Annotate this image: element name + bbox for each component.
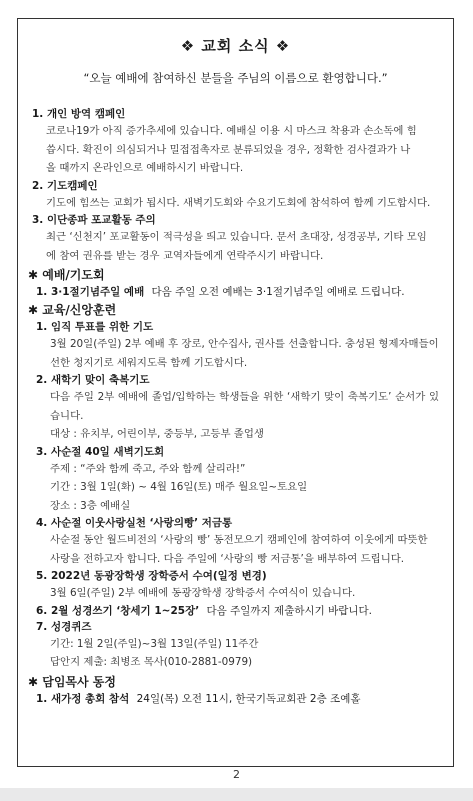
item-title: 6. 2월 성경쓰기 ‘창세기 1~25장’	[36, 604, 200, 617]
body-line: 최근 ‘신천지’ 포교활동이 적극성을 띄고 있습니다. 문서 초대장, 성경공부, 기타 모임	[46, 231, 427, 243]
item-title: 1. 임직 투표를 위한 기도	[36, 321, 154, 333]
body-line: 주제 : “주와 함께 죽고, 주와 함께 살리라!”	[50, 462, 246, 475]
news-item	[32, 178, 439, 213]
news-item	[32, 212, 439, 265]
item-title: 4. 사순절 이웃사랑실천 ‘사랑의빵’ 저금통	[36, 517, 233, 529]
item-body	[36, 460, 439, 516]
item-title: 3. 사순절 40일 새벽기도회	[36, 445, 165, 458]
item-body	[32, 122, 439, 178]
body-line: 씁시다. 확진이 의심되거나 밀접접촉자로 분류되었을 경우, 정확한 검사결과가 나	[46, 143, 411, 156]
section-heading-pastor: ✱ 담임목사 동정	[28, 674, 116, 689]
section-heading-education: ✱ 교육/신앙훈련	[28, 303, 117, 317]
news-item	[32, 284, 439, 300]
item-inline-text: 24일(목) 오전 11시, 한국기독교회관 2층 조예홀	[136, 692, 361, 705]
body-line: 대상 : 유치부, 어린이부, 중등부, 고등부 졸업생	[50, 428, 264, 440]
news-item	[36, 603, 439, 619]
greeting-text: “오늘 예배에 참여하신 분들을 주님의 이름으로 환영합니다.”	[83, 71, 388, 85]
body-line: 3월 20일(주일) 2부 예배 후 장로, 안수집사, 권사를 선출합니다. 충성된 형제자매들이	[50, 338, 439, 350]
item-title: 7. 성경퀴즈	[36, 620, 92, 633]
news-item	[32, 691, 439, 707]
item-title: 1. 3·1절기념주일 예배	[36, 286, 145, 298]
body-line: 에 참여 권유를 받는 경우 교역자들에게 연락주시기 바랍니다.	[46, 249, 324, 262]
item-body	[36, 584, 439, 603]
news-item	[36, 568, 439, 603]
item-title: 3. 이단종파 포교활동 주의	[32, 214, 156, 226]
body-line: 장소 : 3층 예배실	[50, 499, 131, 512]
body-line: 기도에 힘쓰는 교회가 됩시다. 새벽기도회와 수요기도회에 참석하여 함께 기도합시다.	[46, 196, 431, 209]
body-line: 기간: 1월 2일(주일)~3월 13일(주일) 11주간	[50, 637, 259, 650]
page-title: ❖ 교회 소식 ❖	[180, 37, 291, 55]
news-item	[36, 372, 439, 444]
body-line: 사순절 동안 월드비전의 ‘사랑의 빵’ 동전모으기 캠페인에 참여하여 이웃에게 따뜻한	[50, 534, 428, 546]
item-body	[32, 228, 439, 265]
news-item	[36, 319, 439, 372]
item-title: 5. 2022년 동광장학생 장학증서 수여(일정 변경)	[36, 570, 267, 582]
item-body	[36, 531, 439, 568]
viewer-bottom-bar	[0, 788, 473, 801]
item-body	[36, 635, 439, 672]
item-title: 1. 새가정 총회 참석	[36, 692, 130, 705]
body-line: 답안지 제출: 최병조 목사(010-2881-0979)	[50, 656, 253, 668]
news-item	[32, 106, 439, 178]
item-title: 2. 새학기 맞이 축복기도	[36, 374, 150, 386]
item-body	[36, 388, 439, 444]
body-line: 기간 : 3월 1일(화) ~ 4월 16일(토) 매주 월요일~토요일	[50, 481, 308, 493]
page-number: 2	[233, 768, 240, 781]
body-line: 선한 청지기로 세워지도록 함께 기도합시다.	[50, 356, 248, 369]
body-line: 다음 주일 2부 예배에 졸업/입학하는 학생들을 위한 ‘새학기 맞이 축복기도’ 순서가 있습니다.	[50, 391, 439, 422]
item-body	[36, 335, 439, 372]
body-line: 올 때까지 온라인으로 예배하시기 바랍니다.	[46, 162, 244, 174]
news-item	[36, 619, 439, 672]
item-body	[32, 194, 439, 213]
item-inline-text: 다음 주일 오전 예배는 3·1절기념주일 예배로 드립니다.	[151, 286, 405, 298]
bulletin-frame	[17, 18, 454, 767]
news-item	[36, 444, 439, 516]
body-line: 코로나19가 아직 증가추세에 있습니다. 예배실 이용 시 마스크 착용과 손소독에 힘	[46, 125, 417, 137]
news-item	[36, 515, 439, 568]
item-title: 1. 개인 방역 캠페인	[32, 108, 126, 120]
section-heading-worship: ✱ 예배/기도회	[28, 268, 105, 282]
item-inline-text: 다음 주일까지 제출하시기 바랍니다.	[206, 604, 373, 617]
item-title: 2. 기도캠페인	[32, 179, 98, 192]
body-line: 3월 6일(주일) 2부 예배에 동광장학생 장학증서 수여식이 있습니다.	[50, 587, 356, 599]
body-line: 사랑을 전하고자 합니다. 다음 주일에 ‘사랑의 빵 저금통’을 배부하여 드립니다.	[50, 552, 405, 565]
